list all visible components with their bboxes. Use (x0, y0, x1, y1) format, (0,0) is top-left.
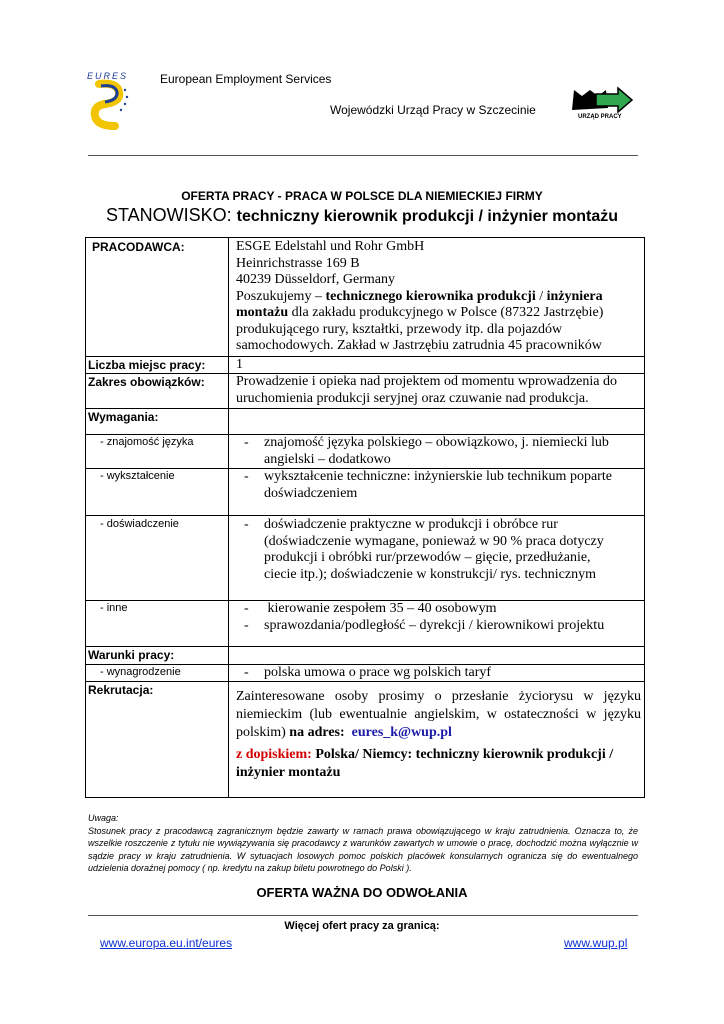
wup-logo (568, 86, 634, 120)
email-link[interactable]: eures_k@wup.pl (351, 725, 452, 740)
position-value: techniczny kierownik produkcji / inżynier montażu (236, 208, 619, 225)
position-label: STANOWISKO: (105, 205, 237, 225)
seats-label: Liczba miejsc pracy: (88, 358, 206, 372)
link-wup[interactable]: www.wup.pl (564, 936, 628, 950)
req-language-item: - znajomość języka polskiego – obowiązkowo, j. niemiecki lub angielski – dodatkowo (244, 435, 609, 467)
legal-note (88, 812, 638, 875)
offer-table (85, 237, 645, 798)
employer-description: Poszukujemy – technicznego kierownika produkcji / inżyniera (236, 288, 603, 304)
employer-line: 40239 Düsseldorf, Germany (236, 272, 396, 287)
org-name: European Employment Services (160, 72, 332, 86)
salary-label: - wynagrodzenie (100, 666, 181, 678)
employer-description: produkującego rury, kształtki, przewody itp. dla pojazdów (236, 321, 563, 337)
employer-label: PRACODAWCA: (92, 240, 185, 254)
employer-line: ESGE Edelstahl und Rohr GmbH (236, 239, 425, 254)
row-divider (86, 356, 644, 357)
address-label: na adres: (289, 725, 345, 740)
header-divider (88, 155, 638, 156)
req-other-item: - kierowanie zespołem 35 – 40 osobowym (244, 601, 497, 616)
eures-logo (85, 70, 133, 130)
req-other-label: - inne (100, 602, 128, 614)
footer-divider (88, 915, 638, 916)
requirements-label: Wymagania: (88, 410, 159, 424)
note-text: Stosunek pracy z pracodawcą zagranicznym będzie zawarty w ramach prawa obowiązującego w kraju zatrudnienia. Oznacza to, że wszelkie roszczenie z tytułu nie wywiązywania się pracodawcy z warunków zawartych w umowie o pracę, dochodzić można wyłącznie w sądzie pracy w kraju zatrudnienia. W sytuacjach losowych pomoc polskich placówek konsularnych ogranicza się do ewentualnego udzielenia doraźnej pomocy ( np. kredytu na zakup biletu powrotnego do Polski ). (88, 825, 638, 873)
salary-item: - polska umowa o prace wg polskich taryf (244, 665, 492, 680)
employer-value (236, 239, 641, 355)
recruitment-label: Rekrutacja: (88, 683, 154, 697)
employer-description: samochodowych. Zakład w Jastrzębiu zatrudnia 45 pracowników (236, 338, 602, 353)
row-divider (86, 408, 644, 409)
wup-logo-text: URZĄD PRACY (578, 114, 622, 120)
note-label: z dopiskiem: (236, 747, 312, 762)
eures-logo-text: EURES (87, 71, 129, 81)
req-education-label: - wykształcenie (100, 470, 175, 482)
employer-description: montażu dla zakładu produkcyjnego w Polsce (87322 Jastrzębie) (236, 305, 604, 320)
column-divider (228, 238, 229, 797)
req-experience-label: - doświadczenie (100, 518, 179, 530)
req-other-item: - sprawozdania/podległość – dyrekcji / kierownikowi projektu (244, 618, 605, 633)
position-title (0, 205, 724, 226)
more-offers: Więcej ofert pracy za granicą: (284, 920, 440, 932)
recruitment-value: Zainteresowane osoby prosimy o przesłanie życiorysu w języku niemieckim (lub ewentualnie angielskim, w ostateczności w języku polskim) na adres: eures_k@wup.pl z dopiskiem: Polska/ Niemcy: techniczny kierownik produkcji / inżynier montażu (236, 689, 641, 780)
note-title: Uwaga: (88, 813, 119, 823)
duties-label: Zakres obowiązków: (88, 375, 205, 389)
employer-line: Heinrichstrasse 169 B (236, 255, 360, 271)
req-language-label: - znajomość języka (100, 436, 194, 448)
valid-until: OFERTA WAŻNA DO ODWOŁANIA (256, 885, 468, 900)
link-eures[interactable]: www.europa.eu.int/eures (100, 936, 233, 950)
seats-value: 1 (236, 357, 243, 372)
row-divider (86, 515, 644, 516)
row-divider (86, 646, 644, 647)
duties-value: Prowadzenie i opieka nad projektem od momentu wprowadzenia do uruchomienia produkcji seryjnej oraz czuwanie nad produkcja. (236, 374, 617, 406)
conditions-label: Warunki pracy: (88, 648, 175, 662)
offer-type: OFERTA PRACY - PRACA W POLSCE DLA NIEMIECKIEJ FIRMY (181, 189, 543, 203)
office-name: Wojewódzki Urząd Pracy w Szczecinie (330, 103, 536, 117)
req-experience-item: - doświadczenie praktyczne w produkcji i obróbce rur (doświadczenie wymagane, ponieważ w 90 % praca dotyczy produkcji i obróbki rur/przewodów – gięcie, przedłużanie, ciecie itp.); doświadczenie w konstrukcji/ rys. technicznym (244, 517, 604, 582)
req-education-item: - wykształcenie techniczne: inżynierskie lub technikum poparte doświadczeniem (244, 469, 612, 501)
